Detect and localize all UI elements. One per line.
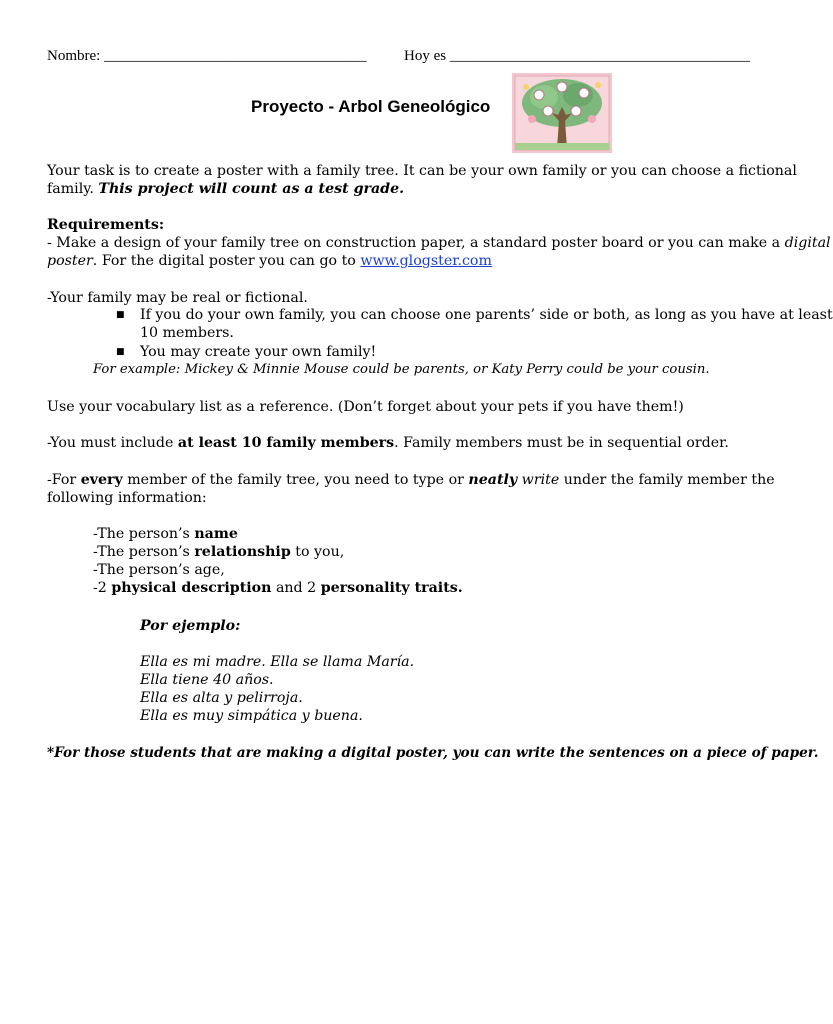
example-line-3: Ella es alta y pelirroja. (140, 690, 303, 706)
every-p4: under the family member the (559, 472, 775, 488)
family-example (93, 361, 710, 379)
info-desc-pre: -2 (93, 580, 112, 596)
requirements-text-2: . For the digital poster you can go to (92, 253, 361, 269)
name-blank[interactable]: ___________________________________ (104, 48, 367, 64)
intro-text: family. (47, 181, 99, 197)
write-word: write (521, 472, 560, 488)
page-title: Proyecto - Arbol Geneológico (251, 97, 491, 116)
members-post: . Family members must be in sequential order. (394, 435, 729, 451)
info-desc-mid: and 2 (271, 580, 321, 596)
info-rel-bold: relationship (194, 544, 291, 560)
family-tree-image (512, 73, 612, 153)
requirements-text: - Make a design of your family tree on construction paper, a standard poster board or you can make a (47, 235, 785, 251)
bullet-icon: ■ (116, 347, 125, 357)
family-bullet-1-cont: 10 members. (140, 325, 234, 341)
info-name (93, 525, 238, 543)
requirements-line-2 (47, 252, 492, 270)
members-bold: at least 10 family members (177, 435, 395, 451)
digital-poster-note: *For those students that are making a digital poster, you can write the sentences on a piece of paper. (47, 745, 819, 761)
requirements-heading: Requirements: (47, 217, 165, 233)
neatly-word: neatly (468, 472, 518, 488)
date-blank[interactable]: ________________________________________ (449, 48, 750, 64)
info-name-bold: name (194, 526, 238, 542)
every-line-1 (47, 471, 775, 489)
family-example-text: For example: Mickey & Minnie Mouse could be parents, or Katy Perry could be your cousin (93, 362, 706, 377)
every-bold: every (80, 472, 123, 488)
example-line-2: Ella tiene 40 años. (140, 672, 274, 688)
example-line-4: Ella es muy simpática y buena. (140, 708, 363, 724)
info-relationship (93, 543, 344, 561)
date-label: Hoy es (404, 48, 447, 64)
family-intro: -Your family may be real or fictional. (47, 290, 308, 306)
vocab-line: Use your vocabulary list as a reference. (Don’t forget about your pets if you have them!) (47, 399, 684, 415)
info-desc-bold: physical description (111, 580, 272, 596)
name-label: Nombre: (47, 48, 101, 64)
requirements-line-1 (47, 234, 831, 252)
glogster-link[interactable]: www.glogster.com (360, 253, 492, 269)
example-line-1: Ella es mi madre. Ella se llama María. (140, 654, 415, 670)
poster-word: poster (47, 253, 93, 269)
every-p1: -For (47, 472, 81, 488)
every-line-2: following information: (47, 490, 207, 506)
intro-line-1: Your task is to create a poster with a family tree. It can be your own family or you can choose a fictional (47, 163, 797, 179)
info-name-pre: -The person’s (93, 526, 195, 542)
info-rel-pre: -The person’s (93, 544, 195, 560)
info-age: -The person’s age, (93, 562, 225, 578)
test-grade-note: This project will count as a test grade. (98, 181, 405, 197)
name-line (47, 47, 367, 65)
bullet-icon: ■ (116, 310, 125, 320)
family-bullet-1: If you do your own family, you can choose one parents’ side or both, as long as you have at least (140, 307, 833, 323)
members-line (47, 434, 729, 452)
every-p2: member of the family tree, you need to type or (122, 472, 469, 488)
date-line (404, 47, 750, 65)
info-desc-bold-2: personality traits. (320, 580, 463, 596)
family-bullet-2: You may create your own family! (140, 344, 377, 360)
intro-line-2 (47, 180, 404, 198)
example-heading: Por ejemplo: (140, 618, 241, 634)
info-rel-post: to you, (290, 544, 345, 560)
family-example-period: . (705, 362, 710, 377)
digital-word: digital (784, 235, 831, 251)
family-tree-icon (512, 73, 612, 153)
members-pre: -You must include (47, 435, 178, 451)
info-description (93, 579, 463, 597)
